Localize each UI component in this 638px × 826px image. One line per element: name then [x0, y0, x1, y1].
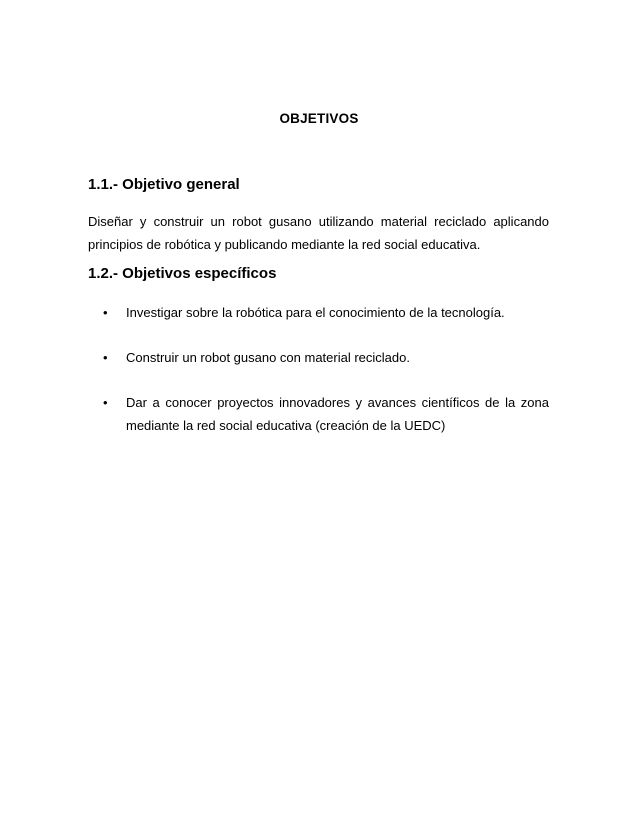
list-item: [88, 301, 549, 324]
general-objective-heading: 1.1.- Objetivo general: [88, 176, 240, 193]
general-objective-text: Diseñar y construir un robot gusano utilizando material reciclado aplicando principios de robótica y publicando mediante la red social educativa.: [88, 214, 549, 252]
list-item-text: Dar a conocer proyectos innovadores y avances científicos de la zona mediante la red social educativa (creación de la UEDC): [126, 395, 549, 433]
list-item-text: Investigar sobre la robótica para el conocimiento de la tecnología.: [126, 305, 505, 320]
list-item: [88, 346, 549, 369]
bullet-icon: •: [103, 305, 108, 320]
bullet-icon: •: [103, 350, 108, 365]
specific-objectives-list: [88, 301, 549, 459]
list-item-text: Construir un robot gusano con material reciclado.: [126, 350, 410, 365]
page-title: OBJETIVOS: [279, 111, 359, 126]
specific-objectives-heading: 1.2.- Objetivos específicos: [88, 265, 277, 282]
list-item: [88, 391, 549, 437]
bullet-icon: •: [103, 395, 108, 410]
